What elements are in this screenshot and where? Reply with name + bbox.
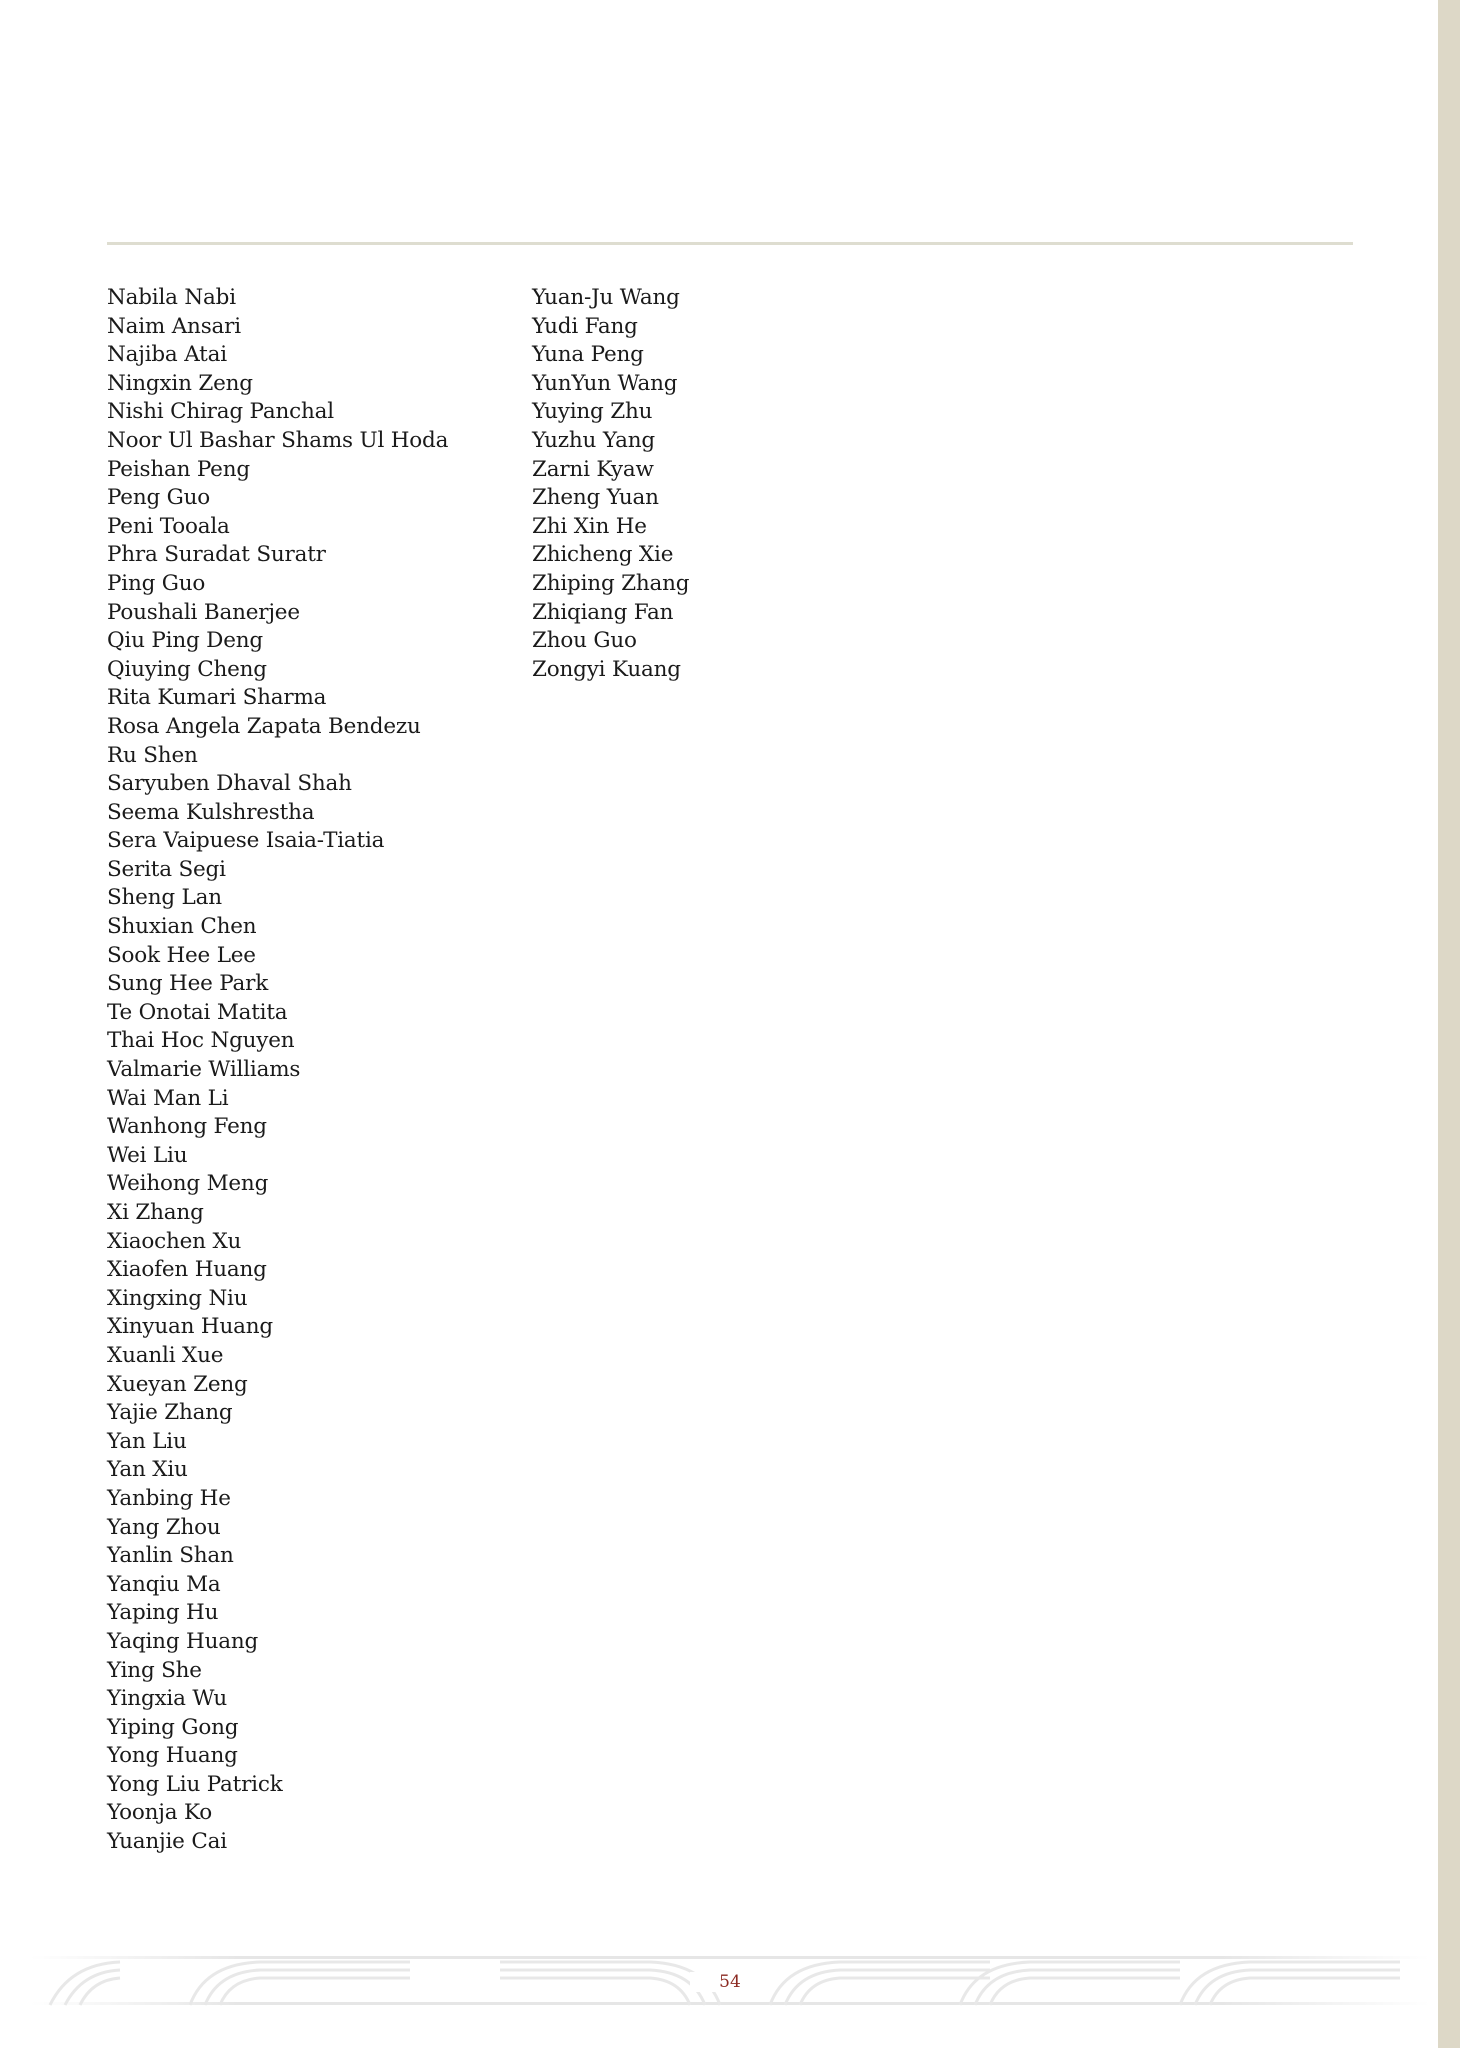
- name-list-item: Nishi Chirag Panchal: [107, 399, 334, 425]
- name-list-item: Yuna Peng: [532, 342, 644, 368]
- name-list-item: Zarni Kyaw: [532, 456, 654, 482]
- name-list-item: Yan Xiu: [107, 1457, 188, 1483]
- name-list-item: Poushali Banerjee: [107, 599, 300, 625]
- name-list-item: Yanlin Shan: [107, 1543, 234, 1569]
- name-list-item: Sheng Lan: [107, 885, 222, 911]
- name-list-item: Yan Liu: [107, 1428, 187, 1454]
- name-list-item: Xingxing Niu: [107, 1285, 248, 1311]
- name-list-item: Rita Kumari Sharma: [107, 685, 327, 711]
- name-list-item: Xuanli Xue: [107, 1342, 224, 1368]
- name-list-item: Yuying Zhu: [532, 399, 653, 425]
- name-list-item: Thai Hoc Nguyen: [107, 1028, 295, 1054]
- name-list-item: Peni Tooala: [107, 513, 230, 539]
- name-list-item: YunYun Wang: [532, 370, 678, 396]
- name-list-item: Wai Man Li: [107, 1085, 229, 1111]
- name-list-item: Yuanjie Cai: [107, 1829, 227, 1855]
- page-edge-band: [1438, 0, 1460, 2048]
- name-list-item: Zheng Yuan: [532, 485, 659, 511]
- name-list-item: Weihong Meng: [107, 1171, 269, 1197]
- name-list-item: Ying She: [107, 1657, 202, 1683]
- name-list-item: Noor Ul Bashar Shams Ul Hoda: [107, 427, 449, 453]
- name-list-item: Rosa Angela Zapata Bendezu: [107, 713, 421, 739]
- name-list-item: Yuzhu Yang: [532, 427, 655, 453]
- name-list-item: Valmarie Williams: [107, 1057, 301, 1083]
- name-list-item: Yanbing He: [107, 1485, 231, 1511]
- name-list-item: Sung Hee Park: [107, 971, 269, 997]
- name-list-item: Sera Vaipuese Isaia-Tiatia: [107, 828, 385, 854]
- name-list-item: Wei Liu: [107, 1142, 188, 1168]
- name-list-item: Zhiping Zhang: [532, 570, 690, 596]
- name-list-item: Xinyuan Huang: [107, 1314, 273, 1340]
- name-list-item: Xiaofen Huang: [107, 1257, 267, 1283]
- name-list-item: Najiba Atai: [107, 342, 227, 368]
- name-list-item: Yanqiu Ma: [107, 1571, 221, 1597]
- name-list-item: Sook Hee Lee: [107, 942, 256, 968]
- name-list-item: Peng Guo: [107, 485, 211, 511]
- name-list-item: Ping Guo: [107, 570, 206, 596]
- name-list-item: Qiuying Cheng: [107, 656, 267, 682]
- name-list-item: Serita Segi: [107, 856, 226, 882]
- name-list-item: Zhiqiang Fan: [532, 599, 674, 625]
- name-list-item: Yiping Gong: [107, 1714, 239, 1740]
- name-list-item: Yuan-Ju Wang: [532, 285, 680, 310]
- name-list-item: Zhou Guo: [532, 628, 637, 654]
- name-list-item: Shuxian Chen: [107, 914, 257, 940]
- name-list-item: Yong Huang: [107, 1743, 238, 1769]
- name-list-item: Xueyan Zeng: [107, 1371, 248, 1397]
- name-list-item: Xiaochen Xu: [107, 1228, 242, 1254]
- name-list-item: Seema Kulshrestha: [107, 799, 315, 825]
- name-list-item: Ningxin Zeng: [107, 370, 253, 396]
- name-list-item: Saryuben Dhaval Shah: [107, 771, 352, 797]
- name-list-item: Yaqing Huang: [107, 1628, 259, 1654]
- name-list-item: Yoonja Ko: [107, 1800, 213, 1826]
- names-column-1: [107, 284, 527, 1857]
- name-list-item: Wanhong Feng: [107, 1114, 267, 1140]
- name-list-item: Phra Suradat Suratr: [107, 542, 326, 568]
- page-number: 54: [690, 1972, 770, 1992]
- name-list-item: Te Onotai Matita: [107, 999, 288, 1025]
- name-list-item: Peishan Peng: [107, 456, 250, 482]
- header-rule: [107, 242, 1353, 245]
- name-list-item: Yudi Fang: [532, 313, 638, 339]
- names-column-2: [532, 284, 952, 684]
- name-list-item: Yajie Zhang: [107, 1400, 233, 1426]
- name-list-item: Yong Liu Patrick: [107, 1771, 283, 1797]
- name-list-item: Yingxia Wu: [107, 1686, 228, 1712]
- name-list-item: Naim Ansari: [107, 313, 241, 339]
- name-list-item: Zhi Xin He: [532, 513, 647, 539]
- name-list-item: Qiu Ping Deng: [107, 628, 263, 654]
- name-list-item: Xi Zhang: [107, 1200, 204, 1225]
- name-list-item: Yang Zhou: [107, 1514, 221, 1540]
- name-list-item: Zhicheng Xie: [532, 542, 674, 568]
- name-list-item: Ru Shen: [107, 742, 198, 768]
- name-list-item: Yaping Hu: [107, 1600, 219, 1626]
- name-list-item: Zongyi Kuang: [532, 656, 681, 682]
- name-list-item: Nabila Nabi: [107, 285, 236, 310]
